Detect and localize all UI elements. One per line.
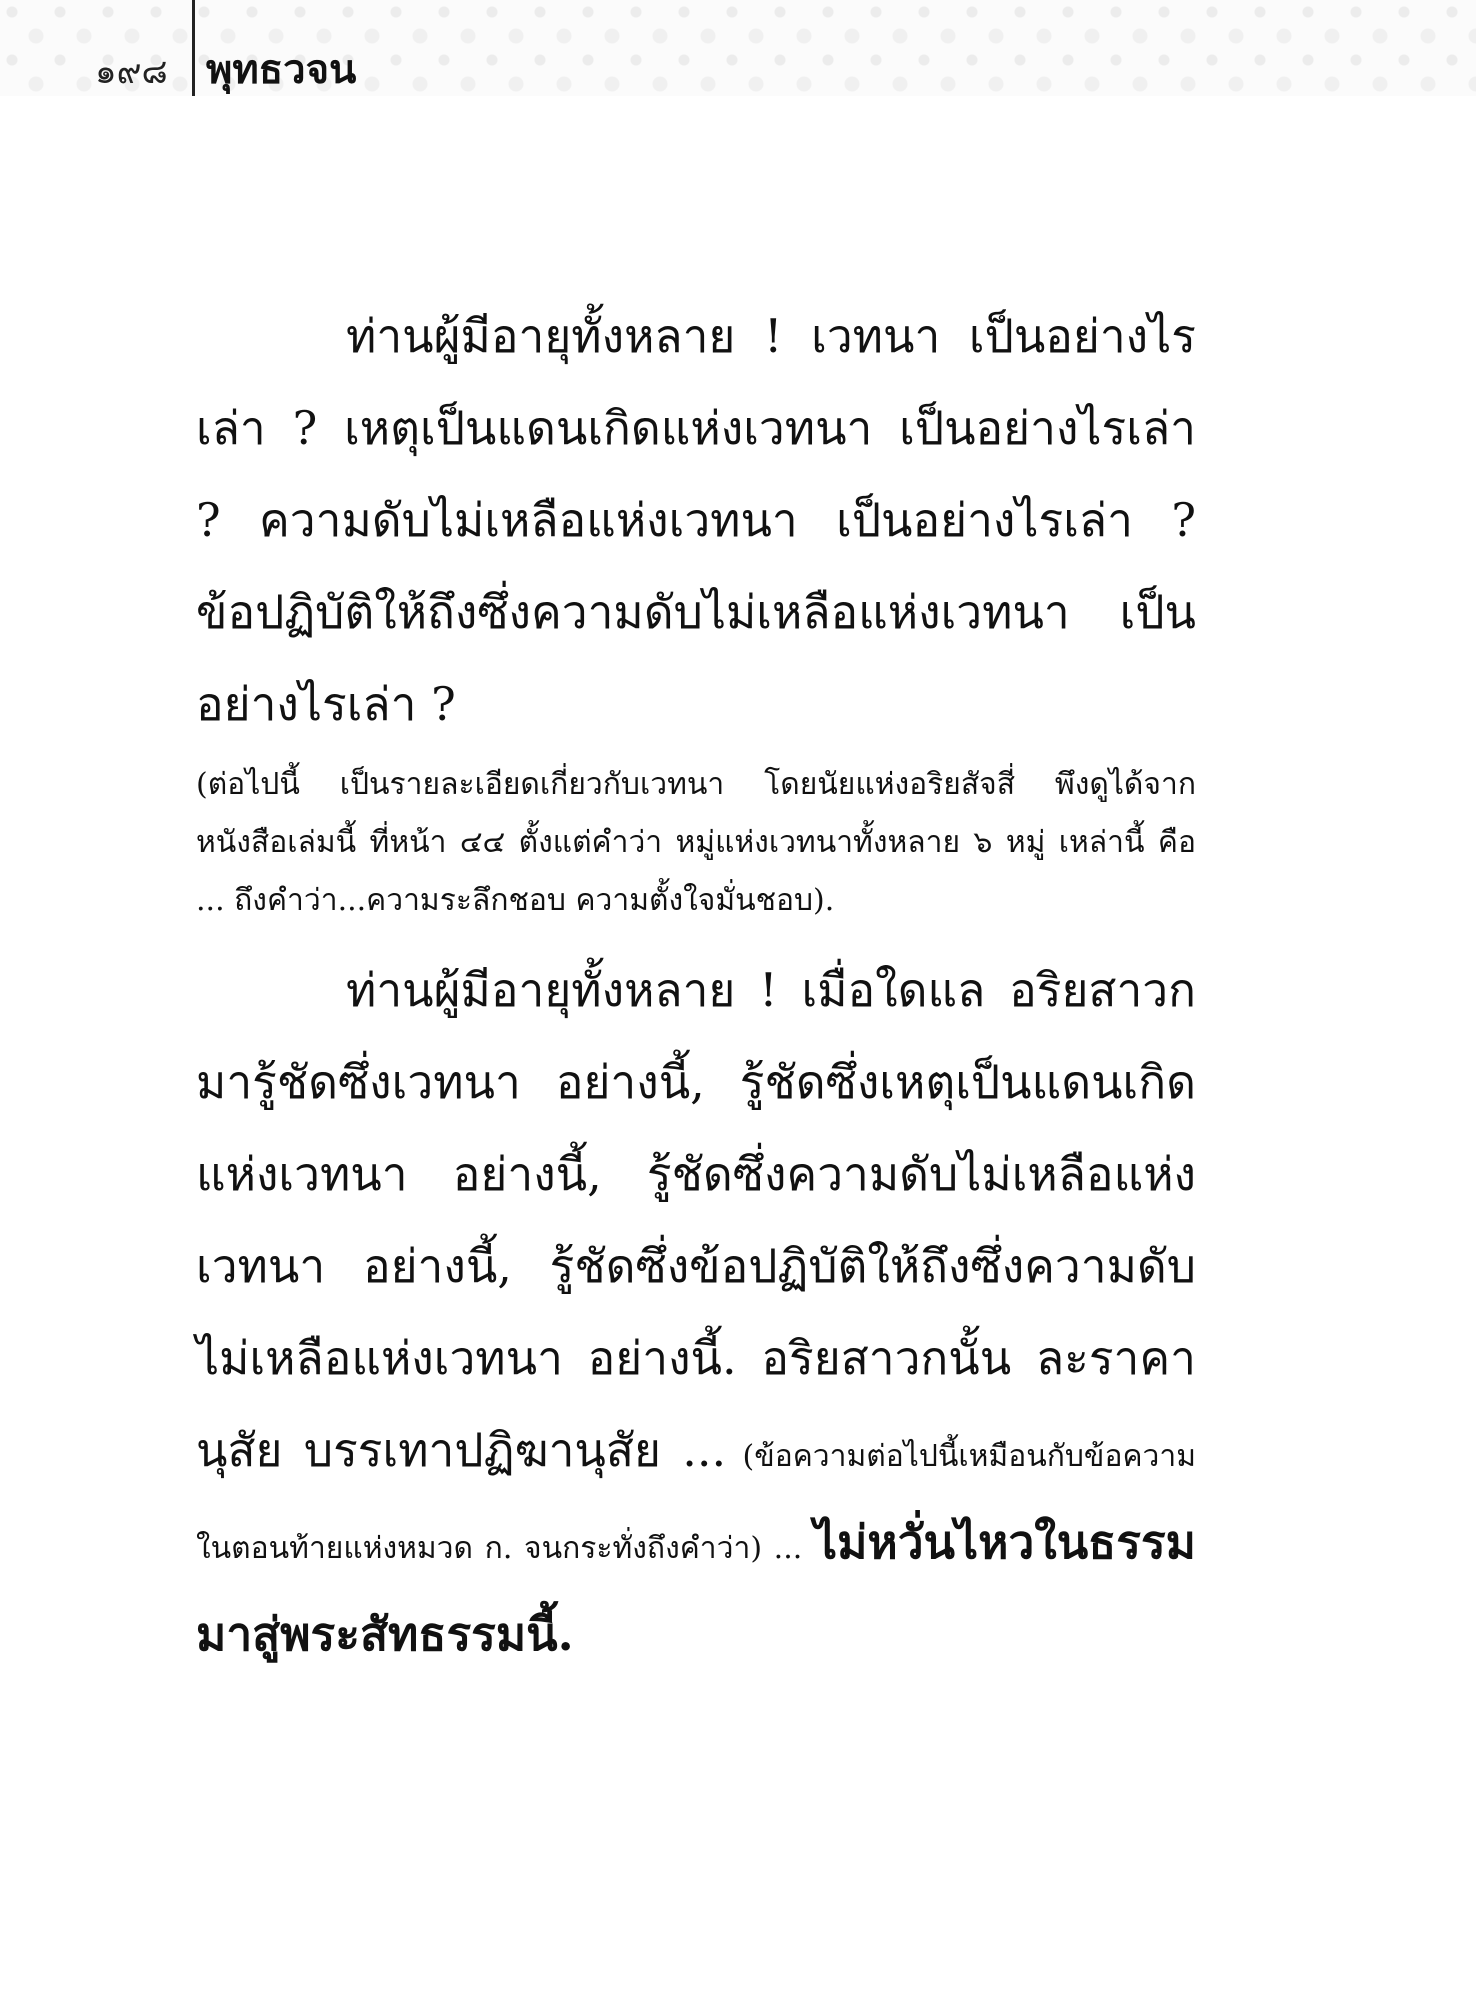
paragraph-1-text: ท่านผู้มีอายุทั้งหลาย ! เวทนา เป็นอย่างไรเล่า ? เหตุเป็นแดนเกิดแห่งเวทนา เป็นอย่างไรเล่า ? ความดับไม่เหลือแห่งเวทนา เป็นอย่างไรเล่า ? ข้อปฏิบัติให้ถึงซึ่งความดับไม่เหลือแห่งเวทนา เป็นอย่างไรเล่า ? — [196, 309, 1196, 731]
note-1: (ต่อไปนี้ เป็นรายละเอียดเกี่ยวกับเวทนา โดยนัยแห่งอริยสัจสี่ พึงดูได้จากหนังสือเล่มนี้ ที่หน้า ๔๔ ตั้งแต่คำว่า หมู่แห่งเวทนาทั้งหลาย ๖ หมู่ เหล่านี้ คือ ... ถึงคำว่า...ความระลึกชอบ ความตั้งใจมั่นชอบ). — [196, 767, 1196, 918]
running-title: พุทธวจน — [206, 46, 357, 93]
header-divider — [192, 0, 195, 96]
page-content — [196, 290, 1196, 1680]
paragraph-2-ending: ไม่หวั่นไหวในธรรม มาสู่พระสัทธรรมนี้. — [196, 1515, 1196, 1661]
page-number: ๑๙๘ — [95, 52, 168, 92]
paragraph-1 — [196, 290, 1196, 750]
paragraph-2-text: ท่านผู้มีอายุทั้งหลาย ! เมื่อใดแล อริยสาวกมารู้ชัดซึ่งเวทนา อย่างนี้, รู้ชัดซึ่งเหตุเป็นแดนเกิดแห่งเวทนา อย่างนี้, รู้ชัดซึ่งความดับไม่เหลือแห่งเวทนา อย่างนี้, รู้ชัดซึ่งข้อปฏิบัติให้ถึงซึ่งความดับไม่เหลือแห่งเวทนา อย่างนี้. อริยสาวกนั้น ละราคานุสัย บรรเทาปฏิฆานุสัย ... — [196, 963, 1196, 1477]
paragraph-2-note: (ข้อความต่อไปนี้เหมือนกับข้อความในตอนท้ายแห่งหมวด ก. จนกระทั่งถึงคำว่า) ... — [196, 1439, 1196, 1566]
paragraph-2 — [196, 944, 1196, 1680]
